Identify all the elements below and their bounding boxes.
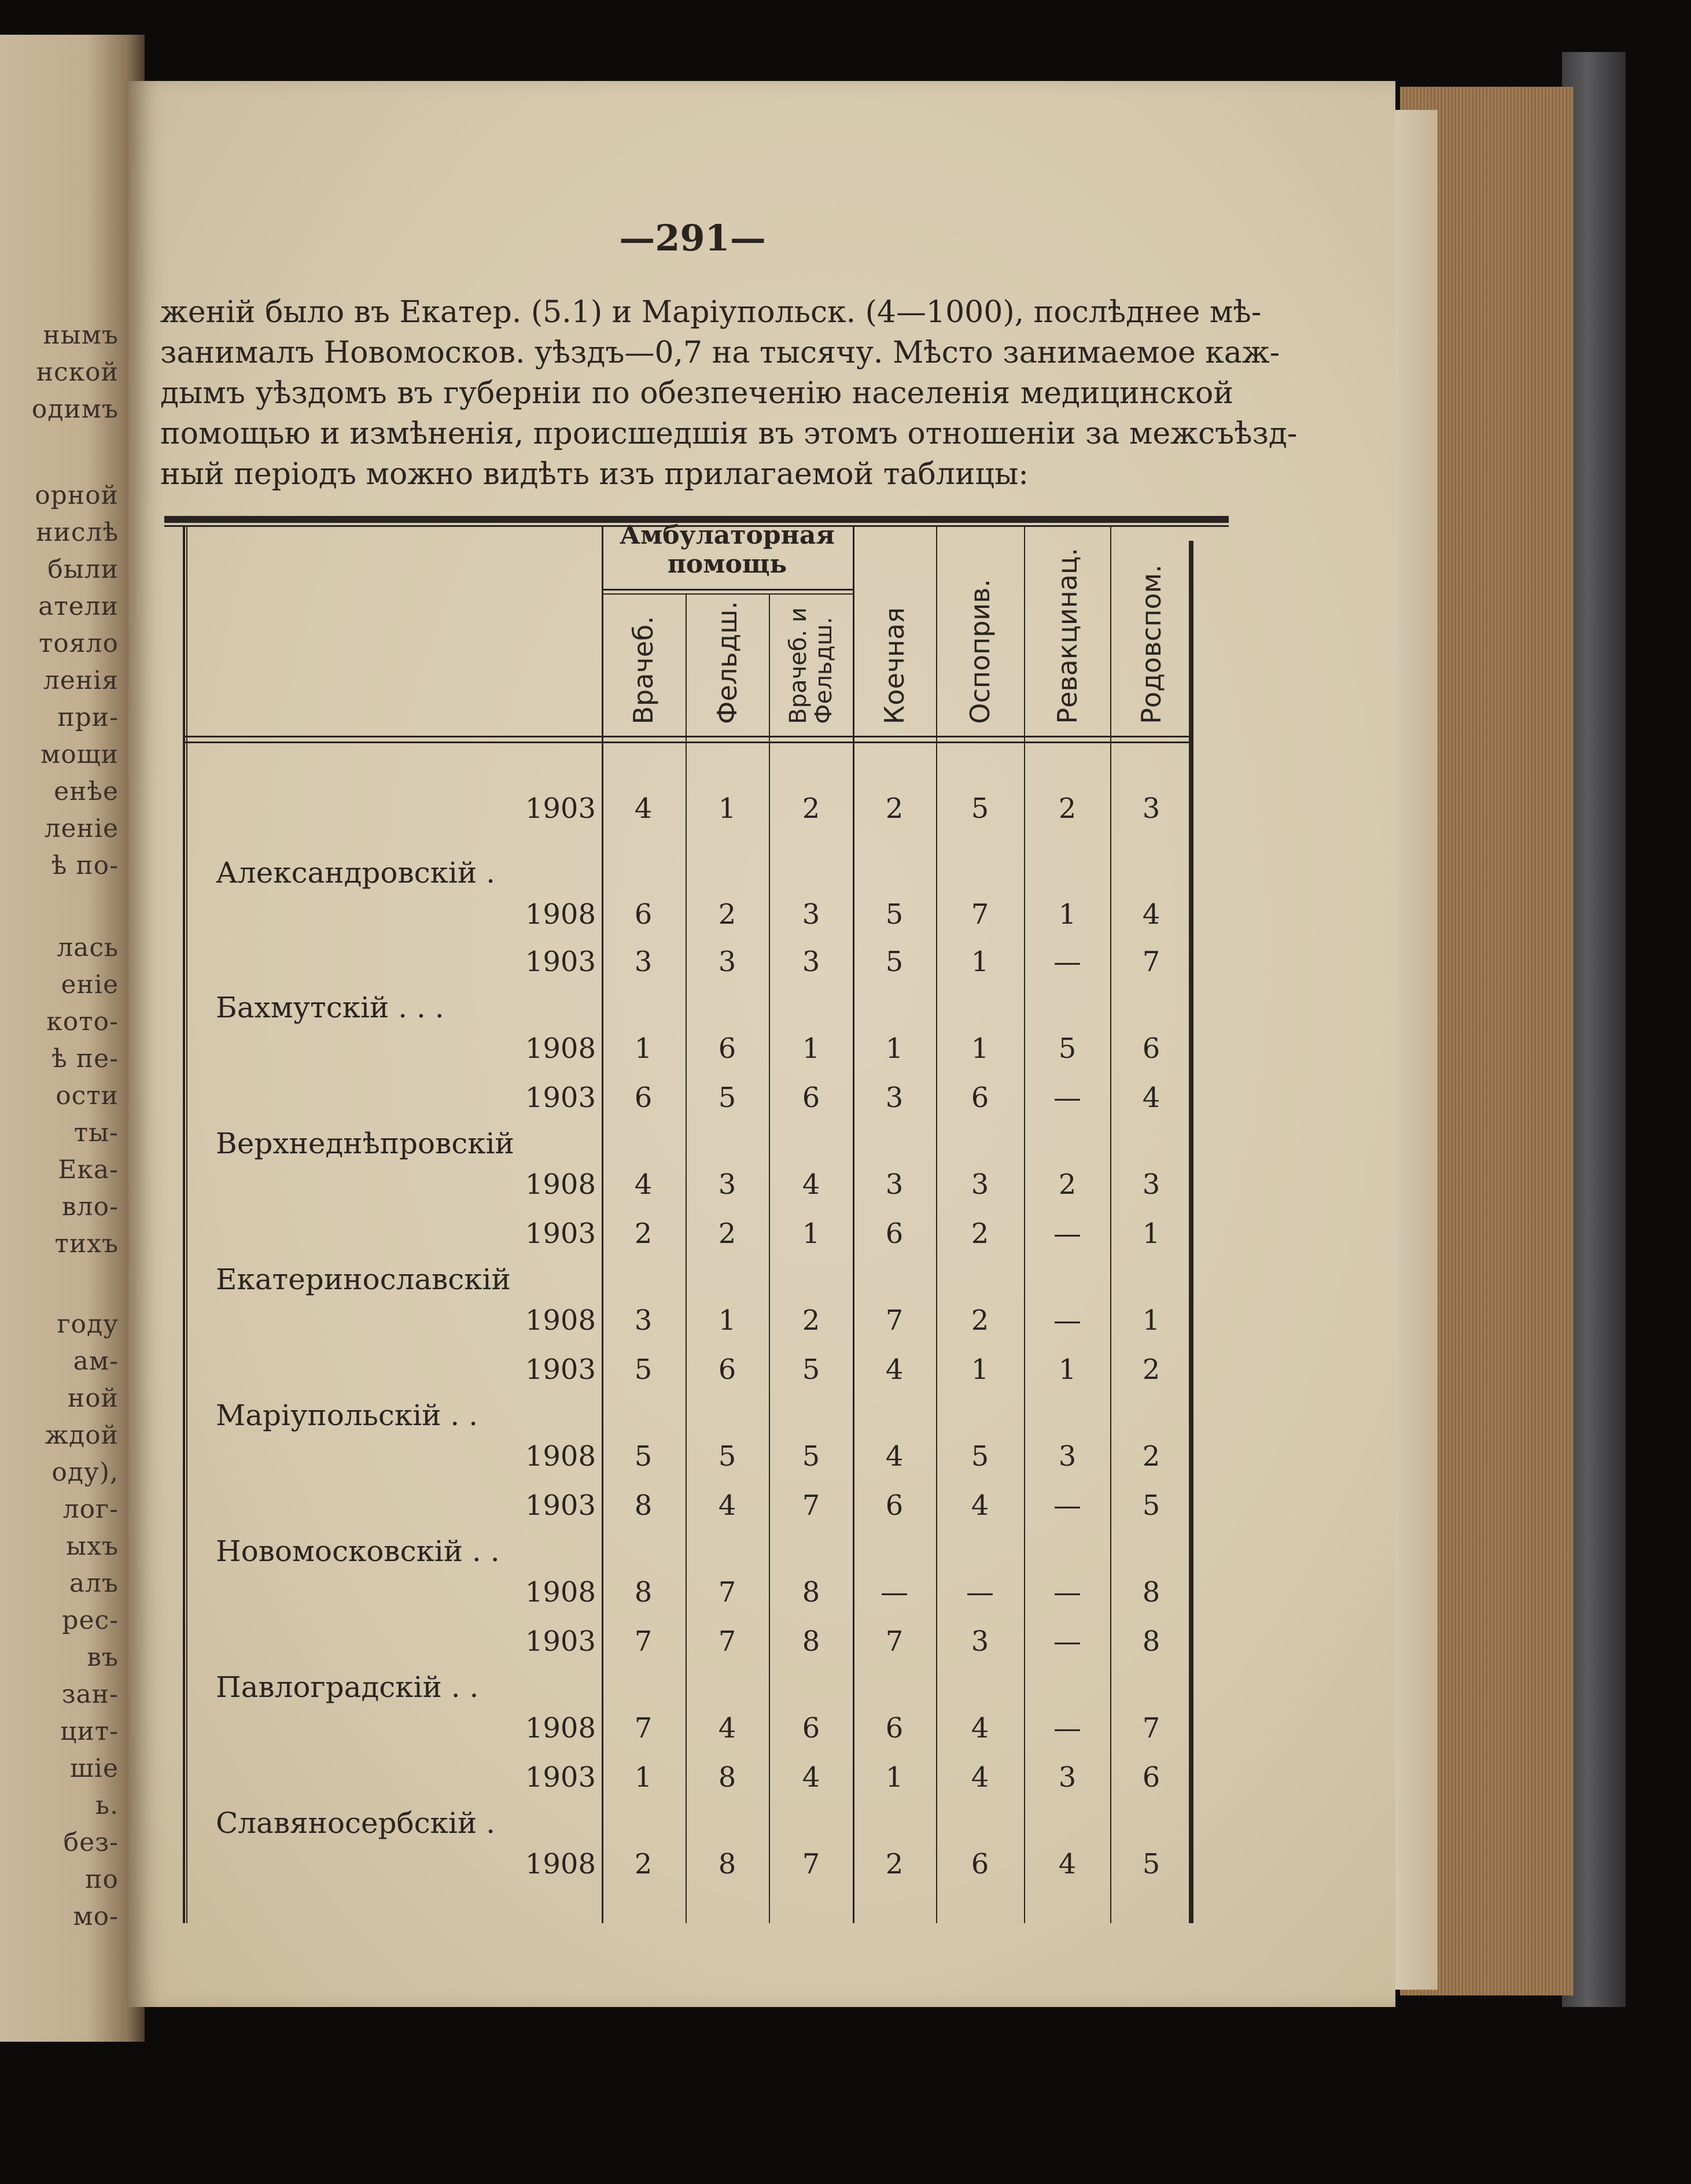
table-cell: 6 <box>1142 1761 1161 1794</box>
district-name: Маріупольскій . . <box>216 1399 478 1432</box>
page-number: —291— <box>619 217 766 259</box>
row-year: 1908 <box>525 1712 596 1744</box>
table-cell: 6 <box>971 1848 989 1880</box>
table-cell: 1 <box>718 1304 736 1337</box>
column-header-label: Врачеб. <box>628 615 659 724</box>
table-cell: 6 <box>971 1082 989 1114</box>
row-year: 1903 <box>525 946 596 978</box>
row-year: 1903 <box>525 1082 596 1114</box>
column-header-label: Фельдш. <box>712 601 743 724</box>
table-cell: 3 <box>718 1168 736 1201</box>
column-header-label: Родовспом. <box>1136 565 1167 724</box>
table-cell: 5 <box>802 1440 820 1473</box>
table-cell: 7 <box>634 1712 653 1744</box>
left-page-fragment: лог- <box>62 1495 119 1524</box>
table-cell: 4 <box>971 1761 989 1794</box>
table-cell: 6 <box>885 1489 904 1522</box>
left-page-fragment: алъ <box>69 1569 119 1598</box>
header-bottom-rule-2 <box>185 741 1192 743</box>
table-cell: 3 <box>634 946 653 978</box>
table-cell: 6 <box>718 1353 736 1386</box>
left-page-fragment: атели <box>38 592 119 621</box>
table-cell: — <box>1053 1218 1081 1250</box>
table-cell: 5 <box>885 946 904 978</box>
table-cell: 4 <box>885 1440 904 1473</box>
column-header-label: Ревакцинац. <box>1052 548 1083 724</box>
table-cell: 5 <box>971 1440 989 1473</box>
district-name: Александровскій . <box>216 856 496 890</box>
column-divider <box>602 526 603 1923</box>
row-year: 1908 <box>525 898 596 931</box>
table-cell: 1 <box>885 1761 904 1794</box>
left-page-fragment: мощи <box>40 740 119 769</box>
left-page-fragment: рес- <box>62 1606 119 1635</box>
column-header-label: Врачеб. и <box>785 607 812 724</box>
table-cell: — <box>881 1576 908 1609</box>
left-page-fragment: ам- <box>73 1346 119 1376</box>
table-cell: 6 <box>885 1218 904 1250</box>
column-divider <box>686 595 687 1923</box>
table-cell: — <box>1053 1576 1081 1609</box>
table-cell: 2 <box>802 792 820 825</box>
table-cell: 5 <box>1142 1489 1161 1522</box>
group-header-rule <box>602 589 853 591</box>
table-cell: 7 <box>971 898 989 931</box>
left-page-fragment: вло- <box>61 1192 119 1222</box>
district-name: Бахмутскій . . . <box>216 991 444 1024</box>
table-cell: 8 <box>634 1576 653 1609</box>
left-page-fragment: оду), <box>51 1458 119 1487</box>
table-cell: 4 <box>971 1489 989 1522</box>
table-cell: 6 <box>802 1712 820 1744</box>
left-page-fragment: ости <box>56 1081 119 1111</box>
district-name: Славяносербскій . <box>216 1806 496 1840</box>
table-cell: 3 <box>885 1082 904 1114</box>
table-cell: 8 <box>718 1761 736 1794</box>
table-cell: 1 <box>802 1218 820 1250</box>
left-page-fragment: ѣ пе- <box>51 1044 119 1073</box>
left-page-fragment: без- <box>63 1828 119 1857</box>
left-page-fragment: одимъ <box>31 394 119 424</box>
district-name: Верхнеднѣпровскій <box>216 1127 514 1160</box>
column-header <box>712 601 743 724</box>
table-cell: 3 <box>1142 1168 1161 1201</box>
table-cell: 2 <box>971 1304 989 1337</box>
row-year: 1903 <box>525 1761 596 1794</box>
paragraph-line: помощью и измѣненія, происшедшія въ этомъ отношеніи за межсъѣзд- <box>160 416 1298 451</box>
table-cell: 5 <box>634 1353 653 1386</box>
left-page-fragment: были <box>47 555 119 584</box>
table-cell: — <box>1053 946 1081 978</box>
row-year: 1908 <box>525 1576 596 1609</box>
table-cell: 5 <box>634 1440 653 1473</box>
table-cell: 5 <box>802 1353 820 1386</box>
table-cell: 1 <box>1058 1353 1077 1386</box>
left-page-fragment: зан- <box>61 1680 119 1709</box>
table-cell: 2 <box>885 792 904 825</box>
table-cell: 7 <box>634 1625 653 1658</box>
left-page-fragment: еніе <box>61 970 119 999</box>
left-page-fragment: леніе <box>44 814 119 843</box>
table-cell: 1 <box>634 1761 653 1794</box>
left-page-fragment: Ека- <box>58 1155 119 1185</box>
row-year: 1903 <box>525 1218 596 1250</box>
left-page-fragment: шіе <box>69 1754 119 1783</box>
column-header <box>630 616 657 724</box>
table-cell: 6 <box>1142 1032 1161 1065</box>
table-cell: 5 <box>885 898 904 931</box>
table-cell: 2 <box>1058 792 1077 825</box>
left-page-fragment: тихъ <box>54 1229 119 1259</box>
header-bottom-rule <box>185 736 1192 737</box>
table-cell: 2 <box>971 1218 989 1250</box>
table-cell: 2 <box>885 1848 904 1880</box>
left-page-fragment: по <box>85 1865 119 1894</box>
left-page-fragment: въ <box>87 1643 119 1672</box>
table-cell: 1 <box>1142 1218 1161 1250</box>
table-cell: 1 <box>971 1032 989 1065</box>
table-cell: 7 <box>718 1625 736 1658</box>
left-page-fragment: нской <box>36 357 119 387</box>
column-header <box>964 579 996 724</box>
left-page-fragment: ждой <box>45 1421 119 1450</box>
table-cell: — <box>1053 1625 1081 1658</box>
table-cell: 1 <box>971 946 989 978</box>
table-cell: 3 <box>1142 792 1161 825</box>
left-page-fragment: кото- <box>46 1007 119 1036</box>
table-cell: 2 <box>718 898 736 931</box>
table-cell: 7 <box>802 1848 820 1880</box>
table-cell: 2 <box>1142 1353 1161 1386</box>
table-cell: 4 <box>718 1712 736 1744</box>
column-header <box>881 607 908 724</box>
table-cell: 7 <box>885 1304 904 1337</box>
table-cell: 2 <box>634 1848 653 1880</box>
table-cell: 5 <box>1058 1032 1077 1065</box>
table-cell: 7 <box>1142 946 1161 978</box>
table-cell: 4 <box>885 1353 904 1386</box>
table-cell: 6 <box>885 1712 904 1744</box>
table-cell: 7 <box>718 1576 736 1609</box>
paragraph-line: женій было въ Екатер. (5.1) и Маріупольск. (4—1000), послѣднее мѣ- <box>160 295 1262 330</box>
row-year: 1908 <box>525 1304 596 1337</box>
table-cell: — <box>1053 1712 1081 1744</box>
left-page-fragment: ь. <box>95 1791 119 1820</box>
table-cell: 3 <box>971 1625 989 1658</box>
table-right-border <box>1189 541 1193 1923</box>
table-cell: 5 <box>1142 1848 1161 1880</box>
table-cell: 7 <box>1142 1712 1161 1744</box>
table-cell: 5 <box>718 1082 736 1114</box>
group-header-rule-2 <box>602 593 853 595</box>
column-header-label: Коечная <box>879 607 910 724</box>
table-left-border <box>183 526 185 1923</box>
left-page-fragment: при- <box>57 703 119 732</box>
table-cell: 1 <box>885 1032 904 1065</box>
paragraph-line: дымъ уѣздомъ въ губерніи по обезпеченію населенія медицинской <box>160 376 1233 411</box>
table-cell: — <box>966 1576 994 1609</box>
table-cell: 3 <box>1058 1761 1077 1794</box>
district-name: Новомосковскій . . <box>216 1534 500 1568</box>
table-cell: 6 <box>718 1032 736 1065</box>
left-page-fragment: году <box>57 1309 119 1339</box>
left-page-fragment: нислѣ <box>36 518 119 547</box>
column-divider <box>769 595 770 1923</box>
table-cell: 3 <box>802 946 820 978</box>
left-page-fragment: енѣе <box>54 777 119 806</box>
table-cell: 1 <box>718 792 736 825</box>
column-divider <box>853 526 854 1923</box>
column-header <box>786 607 837 724</box>
left-page-fragment: ыхъ <box>66 1532 119 1561</box>
table-cell: 2 <box>718 1218 736 1250</box>
table-cell: 4 <box>634 1168 653 1201</box>
table-cell: 4 <box>1142 1082 1161 1114</box>
table-cell: 2 <box>634 1218 653 1250</box>
table-left-border-2 <box>186 526 187 1923</box>
table-cell: 4 <box>1142 898 1161 931</box>
table-cell: 2 <box>1058 1168 1077 1201</box>
table-cell: 8 <box>802 1576 820 1609</box>
table-cell: 8 <box>718 1848 736 1880</box>
row-year: 1903 <box>525 792 596 825</box>
row-year: 1908 <box>525 1032 596 1065</box>
paragraph-line: ный періодъ можно видѣть изъ прилагаемой таблицы: <box>160 457 1029 492</box>
table-cell: 3 <box>885 1168 904 1201</box>
table-cell: 8 <box>634 1489 653 1522</box>
table-cell: 4 <box>802 1761 820 1794</box>
column-header-label: Оспоприв. <box>964 579 996 724</box>
table-cell: 8 <box>1142 1625 1161 1658</box>
left-page-fragment: ной <box>67 1384 119 1413</box>
table-cell: 1 <box>1058 898 1077 931</box>
row-year: 1903 <box>525 1625 596 1658</box>
table-cell: 3 <box>802 898 820 931</box>
group-header-line: Амбулаторная <box>620 521 835 550</box>
table-cell: 2 <box>1142 1440 1161 1473</box>
table-cell: 6 <box>802 1082 820 1114</box>
left-page-fragment: лась <box>57 933 119 962</box>
table-cell: — <box>1053 1304 1081 1337</box>
left-page-fragment: ѣ по- <box>51 851 119 880</box>
table-cell: 3 <box>1058 1440 1077 1473</box>
table-cell: 4 <box>634 792 653 825</box>
paragraph-line: занималъ Новомосков. уѣздъ—0,7 на тысячу. Мѣсто занимаемое каж- <box>160 335 1280 370</box>
table-cell: 5 <box>971 792 989 825</box>
table-cell: 3 <box>971 1168 989 1201</box>
table-cell: 3 <box>634 1304 653 1337</box>
row-year: 1903 <box>525 1489 596 1522</box>
table-cell: 7 <box>885 1625 904 1658</box>
left-page-fragment: мо- <box>73 1902 119 1931</box>
group-header-line: помощь <box>667 549 787 579</box>
left-page-fragment: ленія <box>43 666 119 695</box>
table-cell: 4 <box>971 1712 989 1744</box>
table-cell: 4 <box>718 1489 736 1522</box>
table-cell: 6 <box>634 1082 653 1114</box>
table-cell: 8 <box>1142 1576 1161 1609</box>
left-page-fragment: тояло <box>38 629 119 658</box>
table-cell: 1 <box>971 1353 989 1386</box>
left-page-fragment: ты- <box>73 1118 119 1148</box>
table-cell: 2 <box>802 1304 820 1337</box>
table-cell: 8 <box>802 1625 820 1658</box>
row-year: 1908 <box>525 1440 596 1473</box>
district-name: Павлоградскій . . <box>216 1670 479 1704</box>
table-cell: — <box>1053 1489 1081 1522</box>
column-header-label-line2: Фельдш. <box>810 617 837 724</box>
column-divider <box>1110 526 1111 1923</box>
left-page-fragment: орной <box>35 481 119 510</box>
left-page-fragment: нымъ <box>43 320 119 350</box>
row-year: 1908 <box>525 1848 596 1880</box>
table-cell: 6 <box>634 898 653 931</box>
row-year: 1908 <box>525 1168 596 1201</box>
table-cell: — <box>1053 1082 1081 1114</box>
row-year: 1903 <box>525 1353 596 1386</box>
table-cell: 1 <box>1142 1304 1161 1337</box>
table-cell: 3 <box>718 946 736 978</box>
table-cell: 5 <box>718 1440 736 1473</box>
table-cell: 4 <box>802 1168 820 1201</box>
column-divider <box>936 526 937 1923</box>
table-cell: 4 <box>1058 1848 1077 1880</box>
column-header <box>1138 565 1165 724</box>
district-name: Екатеринославскій <box>216 1263 511 1296</box>
table-cell: 1 <box>802 1032 820 1065</box>
column-divider <box>1024 526 1025 1923</box>
table-cell: 1 <box>634 1032 653 1065</box>
column-header <box>1054 548 1081 724</box>
left-page-fragment: цит- <box>60 1717 119 1746</box>
table-cell: 7 <box>802 1489 820 1522</box>
